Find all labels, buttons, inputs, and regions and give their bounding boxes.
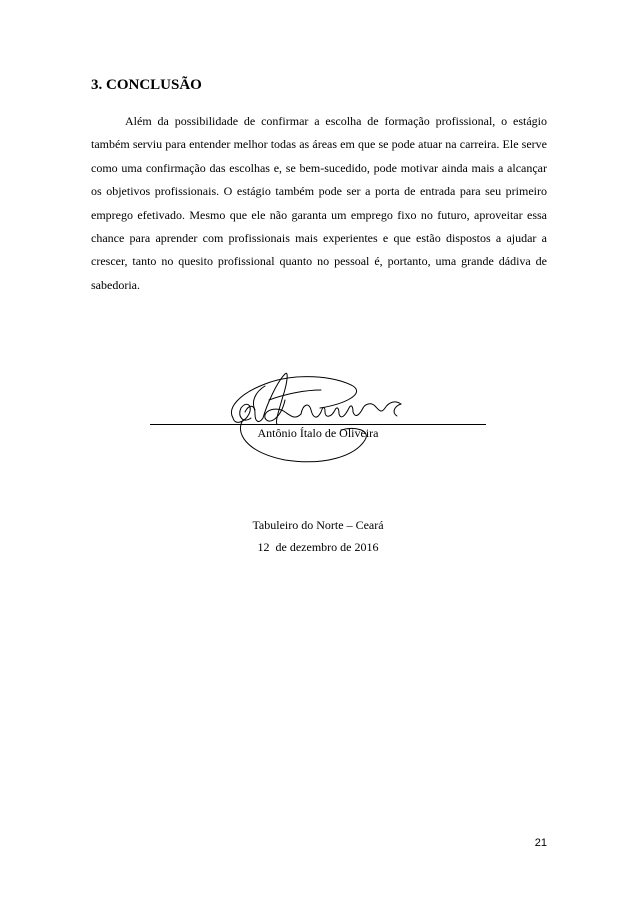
section-heading: 3. CONCLUSÃO [91,77,202,93]
page-number: 21 [534,837,547,849]
date-line: 12 de dezembro de 2016 [257,540,379,554]
conclusion-paragraph: Além da possibilidade de confirmar a escolha de formação profissional, o estágio também serviu para entender melhor todas as áreas em que se pode atuar na carreira. Ele serve como uma confirmação das escolhas e, se bem-sucedido, pode motivar ainda mais a alcançar os objetivos profissionais. O estágio também pode ser a porta de entrada para seu primeiro emprego efetivado. Mesmo que ele não garanta um emprego fixo no futuro, aproveitar essa chance para aprender com profissionais mais experientes e que estão dispostos a ajudar a crescer, tanto no quesito profissional quanto no pessoal é, portanto, uma grande dádiva de sabedoria. [91,114,547,292]
handwritten-signature [225,360,415,470]
signature-line [150,424,486,425]
place-line: Tabuleiro do Norte – Ceará [252,518,384,532]
signer-name: Antônio Ítalo de Oliveira [257,426,379,440]
